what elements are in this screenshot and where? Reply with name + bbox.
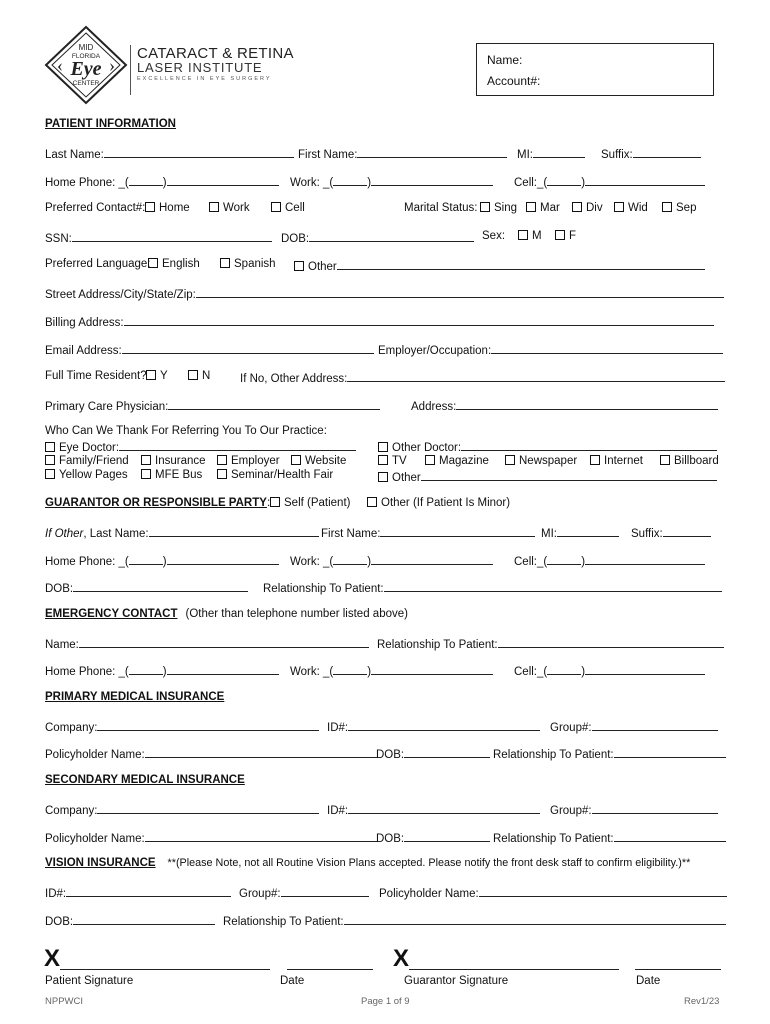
checkbox-icon <box>505 455 515 465</box>
relationship-label: Relationship To Patient: <box>493 833 614 845</box>
home-phone-label: Home Phone: _( <box>45 556 129 568</box>
work-phone-label: Work: _( <box>290 666 334 678</box>
home-phone-label: Home Phone: _( <box>45 666 129 678</box>
contact-work-checkbox[interactable] <box>209 202 250 218</box>
checkbox-icon <box>217 469 227 479</box>
page-number: Page 1 of 9 <box>361 996 410 1007</box>
primary-policyholder-field[interactable] <box>45 746 377 762</box>
option-label: Eye Doctor: <box>59 442 120 454</box>
home-phone-label: Home Phone: _( <box>45 177 129 189</box>
email-field[interactable] <box>45 342 374 358</box>
primary-care-label: Primary Care Physician: <box>45 401 169 413</box>
secondary-insurance-title: SECONDARY MEDICAL INSURANCE <box>45 774 245 786</box>
option-label: Website <box>305 455 347 467</box>
option-label: Newspaper <box>519 455 578 467</box>
checkbox-icon <box>367 497 377 507</box>
emergency-title-row <box>45 608 408 624</box>
group-label: Group#: <box>550 805 592 817</box>
last-name-label: , Last Name: <box>83 528 149 540</box>
other-address-label: If No, Other Address: <box>240 373 348 385</box>
option-label: MFE Bus <box>155 469 203 481</box>
vision-dob-field[interactable] <box>45 913 215 929</box>
paren: ) <box>581 177 586 189</box>
suffix-field[interactable] <box>601 146 701 162</box>
relationship-label: Relationship To Patient: <box>223 916 344 928</box>
paren: ) <box>162 177 167 189</box>
work-phone-label: Work: _( <box>290 556 334 568</box>
guarantor-date-label: Date <box>636 975 661 987</box>
brand-line1: CATARACT & RETINA <box>137 45 294 62</box>
guarantor-suffix-field[interactable] <box>631 525 711 541</box>
emergency-work-phone[interactable] <box>290 663 493 679</box>
other-address-field[interactable] <box>240 370 725 386</box>
full-time-resident-label: Full Time Resident? <box>45 370 147 382</box>
billing-address-label: Billing Address: <box>45 317 124 329</box>
relationship-label: Relationship To Patient: <box>377 639 498 651</box>
checkbox-icon <box>662 202 672 212</box>
cell-phone-label: Cell:_( <box>514 556 548 568</box>
option-label: Sing <box>494 202 518 214</box>
preferred-language-label: Preferred Language: <box>45 258 151 270</box>
paren: ) <box>367 666 372 678</box>
option-label: TV <box>392 455 407 467</box>
checkbox-icon <box>148 258 158 268</box>
group-label: Group#: <box>550 722 592 734</box>
option-label: Spanish <box>234 258 276 270</box>
referral-seminar[interactable] <box>217 469 333 485</box>
checkbox-icon <box>209 202 219 212</box>
address-label: Address: <box>411 401 457 413</box>
checkbox-icon <box>220 258 230 268</box>
mi-field[interactable] <box>517 146 585 162</box>
checkbox-icon <box>526 202 536 212</box>
option-label: Other <box>392 472 421 484</box>
contact-home-checkbox[interactable] <box>145 202 190 218</box>
guarantor-title: GUARANTOR OR RESPONSIBLE PARTY <box>45 497 267 509</box>
last-name-field[interactable] <box>45 146 294 162</box>
guarantor-first-name-field[interactable] <box>321 525 535 541</box>
marital-mar-checkbox[interactable] <box>526 202 560 218</box>
footer-code: NPPWCI <box>45 996 83 1007</box>
guarantor-date-line[interactable] <box>635 969 721 970</box>
checkbox-icon <box>45 442 55 452</box>
checkbox-icon <box>480 202 490 212</box>
employer-label: Employer/Occupation: <box>378 345 492 357</box>
account-box[interactable] <box>476 43 714 96</box>
patient-signature-label: Patient Signature <box>45 975 134 987</box>
vision-note: **(Please Note, not all Routine Vision Plans accepted. Please notify the front desk staff to confirm eligibility.)** <box>167 857 691 869</box>
secondary-relationship-field[interactable] <box>493 830 726 846</box>
cell-phone-label: Cell:_( <box>514 666 548 678</box>
paren: ) <box>162 666 167 678</box>
emergency-cell-phone[interactable] <box>514 663 705 679</box>
patient-signature-line[interactable] <box>60 969 270 970</box>
work-phone-field[interactable] <box>290 174 493 190</box>
relationship-label: Relationship To Patient: <box>493 749 614 761</box>
guarantor-self-checkbox[interactable] <box>270 497 350 513</box>
option-label: Billboard <box>674 455 719 467</box>
id-label: ID#: <box>327 805 349 817</box>
marital-status-label: Marital Status: <box>404 202 478 214</box>
checkbox-icon <box>271 202 281 212</box>
referral-other-doctor[interactable] <box>378 439 717 455</box>
checkbox-icon <box>45 469 55 479</box>
patient-date-line[interactable] <box>287 969 373 970</box>
policyholder-label: Policyholder Name: <box>379 888 479 900</box>
first-name-label: First Name: <box>321 528 381 540</box>
checkbox-icon <box>572 202 582 212</box>
marital-wid-checkbox[interactable] <box>614 202 648 218</box>
street-address-field[interactable] <box>45 286 724 302</box>
patient-info-title: PATIENT INFORMATION <box>45 118 176 130</box>
vision-relationship-field[interactable] <box>223 913 726 929</box>
referral-mfe-bus[interactable] <box>141 469 202 485</box>
relationship-label: Relationship To Patient: <box>263 583 384 595</box>
option-label: Wid <box>628 202 648 214</box>
suffix-label: Suffix: <box>601 149 633 161</box>
checkbox-icon <box>555 230 565 240</box>
checkbox-icon <box>291 455 301 465</box>
guarantor-home-phone[interactable] <box>45 553 279 569</box>
primary-care-field[interactable] <box>45 398 380 414</box>
primary-group-field[interactable] <box>550 719 718 735</box>
checkbox-icon <box>145 202 155 212</box>
dob-label: DOB: <box>45 916 74 928</box>
primary-insurance-title: PRIMARY MEDICAL INSURANCE <box>45 691 225 703</box>
language-english-checkbox[interactable] <box>148 258 200 274</box>
paren: ) <box>581 556 586 568</box>
dob-label: DOB: <box>376 833 405 845</box>
guarantor-title-row <box>45 497 270 513</box>
secondary-group-field[interactable] <box>550 802 718 818</box>
mi-label: MI: <box>541 528 557 540</box>
guarantor-signature-label: Guarantor Signature <box>404 975 509 987</box>
emergency-relationship-field[interactable] <box>377 636 724 652</box>
checkbox-icon <box>141 455 151 465</box>
id-label: ID#: <box>45 888 67 900</box>
vision-policyholder-field[interactable] <box>379 885 727 901</box>
option-label: Internet <box>604 455 643 467</box>
physician-address-field[interactable] <box>411 398 718 414</box>
language-other-checkbox[interactable] <box>294 258 705 274</box>
name-label: Name: <box>45 639 79 651</box>
dob-label: DOB: <box>376 749 405 761</box>
marital-sep-checkbox[interactable] <box>662 202 696 218</box>
paren: ) <box>581 666 586 678</box>
guarantor-relationship-field[interactable] <box>263 580 722 596</box>
company-label: Company: <box>45 805 98 817</box>
secondary-company-field[interactable] <box>45 802 319 818</box>
option-label: Div <box>586 202 603 214</box>
option-label: Work <box>223 202 250 214</box>
first-name-label: First Name: <box>298 149 358 161</box>
option-label: Self (Patient) <box>284 497 351 509</box>
vision-title-row <box>45 857 690 873</box>
email-label: Email Address: <box>45 345 122 357</box>
dob-label: DOB: <box>45 583 74 595</box>
guarantor-other-checkbox[interactable] <box>367 497 510 513</box>
option-label: Insurance <box>155 455 206 467</box>
guarantor-work-phone[interactable] <box>290 553 493 569</box>
group-label: Group#: <box>239 888 281 900</box>
option-label: Other Doctor: <box>392 442 462 454</box>
checkbox-icon <box>217 455 227 465</box>
option-label: Yellow Pages <box>59 469 128 481</box>
checkbox-icon <box>660 455 670 465</box>
referral-question: Who Can We Thank For Referring You To Our Practice: <box>45 425 327 437</box>
id-label: ID#: <box>327 722 349 734</box>
option-label: Other (If Patient Is Minor) <box>381 497 511 509</box>
logo-mid: MID <box>78 43 94 52</box>
checkbox-icon <box>141 469 151 479</box>
street-address-label: Street Address/City/State/Zip: <box>45 289 196 301</box>
logo-center: CENTER <box>72 80 100 87</box>
option-label: F <box>569 230 577 242</box>
language-spanish-checkbox[interactable] <box>220 258 276 274</box>
brand-line2: LASER INSTITUTE <box>137 60 263 75</box>
checkbox-icon <box>45 455 55 465</box>
primary-relationship-field[interactable] <box>493 746 726 762</box>
option-label: Y <box>160 370 168 382</box>
vision-id-field[interactable] <box>45 885 231 901</box>
brand-tagline: EXCELLENCE IN EYE SURGERY <box>137 76 272 82</box>
referral-eye-doctor[interactable] <box>45 439 356 455</box>
practice-logo <box>44 25 128 105</box>
last-name-label: Last Name: <box>45 149 104 161</box>
svg-text:›: › <box>109 55 115 75</box>
checkbox-icon <box>146 370 156 380</box>
checkbox-icon <box>378 455 388 465</box>
guarantor-mi-field[interactable] <box>541 525 619 541</box>
checkbox-icon <box>294 261 304 271</box>
cell-phone-field[interactable] <box>514 174 705 190</box>
svg-text:‹: ‹ <box>57 55 63 75</box>
checkbox-icon <box>614 202 624 212</box>
cell-phone-label: Cell:_( <box>514 177 548 189</box>
work-phone-label: Work: _( <box>290 177 334 189</box>
colon: : <box>266 497 271 509</box>
primary-id-field[interactable] <box>327 719 540 735</box>
revision: Rev1/23 <box>684 996 720 1007</box>
if-other-label: If Other <box>45 528 84 540</box>
dob-label: DOB: <box>281 233 310 245</box>
option-label: Family/Friend <box>59 455 129 467</box>
resident-n-checkbox[interactable] <box>188 370 210 386</box>
account-label: Account#: <box>487 74 541 88</box>
secondary-policyholder-field[interactable] <box>45 830 377 846</box>
marital-sing-checkbox[interactable] <box>480 202 517 218</box>
sex-label: Sex: <box>482 230 506 242</box>
referral-yellow-pages[interactable] <box>45 469 128 485</box>
guarantor-last-name-field[interactable] <box>45 525 319 541</box>
option-label: Employer <box>231 455 280 467</box>
ssn-label: SSN: <box>45 233 72 245</box>
name-label: Name: <box>487 53 523 67</box>
first-name-field[interactable] <box>298 146 507 162</box>
emergency-title: EMERGENCY CONTACT <box>45 608 178 620</box>
checkbox-icon <box>378 442 388 452</box>
primary-company-field[interactable] <box>45 719 319 735</box>
guarantor-dob-field[interactable] <box>45 580 248 596</box>
referral-other[interactable] <box>378 469 717 485</box>
paren: ) <box>367 556 372 568</box>
checkbox-icon <box>590 455 600 465</box>
secondary-id-field[interactable] <box>327 802 540 818</box>
policyholder-label: Policyholder Name: <box>45 749 145 761</box>
vision-title: VISION INSURANCE <box>45 857 156 869</box>
vision-group-field[interactable] <box>239 885 369 901</box>
checkbox-icon <box>188 370 198 380</box>
paren: ) <box>367 177 372 189</box>
policyholder-label: Policyholder Name: <box>45 833 145 845</box>
company-label: Company: <box>45 722 98 734</box>
paren: ) <box>162 556 167 568</box>
checkbox-icon <box>425 455 435 465</box>
emergency-name-field[interactable] <box>45 636 369 652</box>
option-label: Other <box>308 261 337 273</box>
brand-name <box>130 45 294 95</box>
suffix-label: Suffix: <box>631 528 663 540</box>
option-label: Cell <box>285 202 305 214</box>
mi-label: MI: <box>517 149 533 161</box>
option-label: M <box>532 230 542 242</box>
patient-date-label: Date <box>280 975 305 987</box>
patient-signature-x: X <box>44 945 61 972</box>
sex-f-checkbox[interactable] <box>555 230 576 246</box>
resident-y-checkbox[interactable] <box>146 370 168 386</box>
option-label: N <box>202 370 211 382</box>
logo-eye: Eye <box>70 58 102 80</box>
contact-cell-checkbox[interactable] <box>271 202 305 218</box>
guarantor-signature-line[interactable] <box>409 969 619 970</box>
sex-m-checkbox[interactable] <box>518 230 542 246</box>
checkbox-icon <box>270 497 280 507</box>
ssn-field[interactable] <box>45 230 272 246</box>
logo-florida: FLORIDA <box>71 53 101 60</box>
option-label: Home <box>159 202 190 214</box>
option-label: English <box>162 258 200 270</box>
option-label: Seminar/Health Fair <box>231 469 334 481</box>
preferred-contact-label: Preferred Contact#: <box>45 202 146 214</box>
guarantor-cell-phone[interactable] <box>514 553 705 569</box>
checkbox-icon <box>518 230 528 240</box>
secondary-dob-field[interactable] <box>376 830 490 846</box>
option-label: Sep <box>676 202 697 214</box>
billing-address-field[interactable] <box>45 314 714 330</box>
emergency-note: (Other than telephone number listed above) <box>185 608 408 620</box>
option-label: Mar <box>540 202 560 214</box>
marital-div-checkbox[interactable] <box>572 202 603 218</box>
dob-field[interactable] <box>281 230 474 246</box>
guarantor-signature-x: X <box>393 945 410 972</box>
employer-field[interactable] <box>378 342 723 358</box>
home-phone-field[interactable] <box>45 174 279 190</box>
primary-dob-field[interactable] <box>376 746 490 762</box>
checkbox-icon <box>378 472 388 482</box>
option-label: Magazine <box>439 455 489 467</box>
emergency-home-phone[interactable] <box>45 663 279 679</box>
